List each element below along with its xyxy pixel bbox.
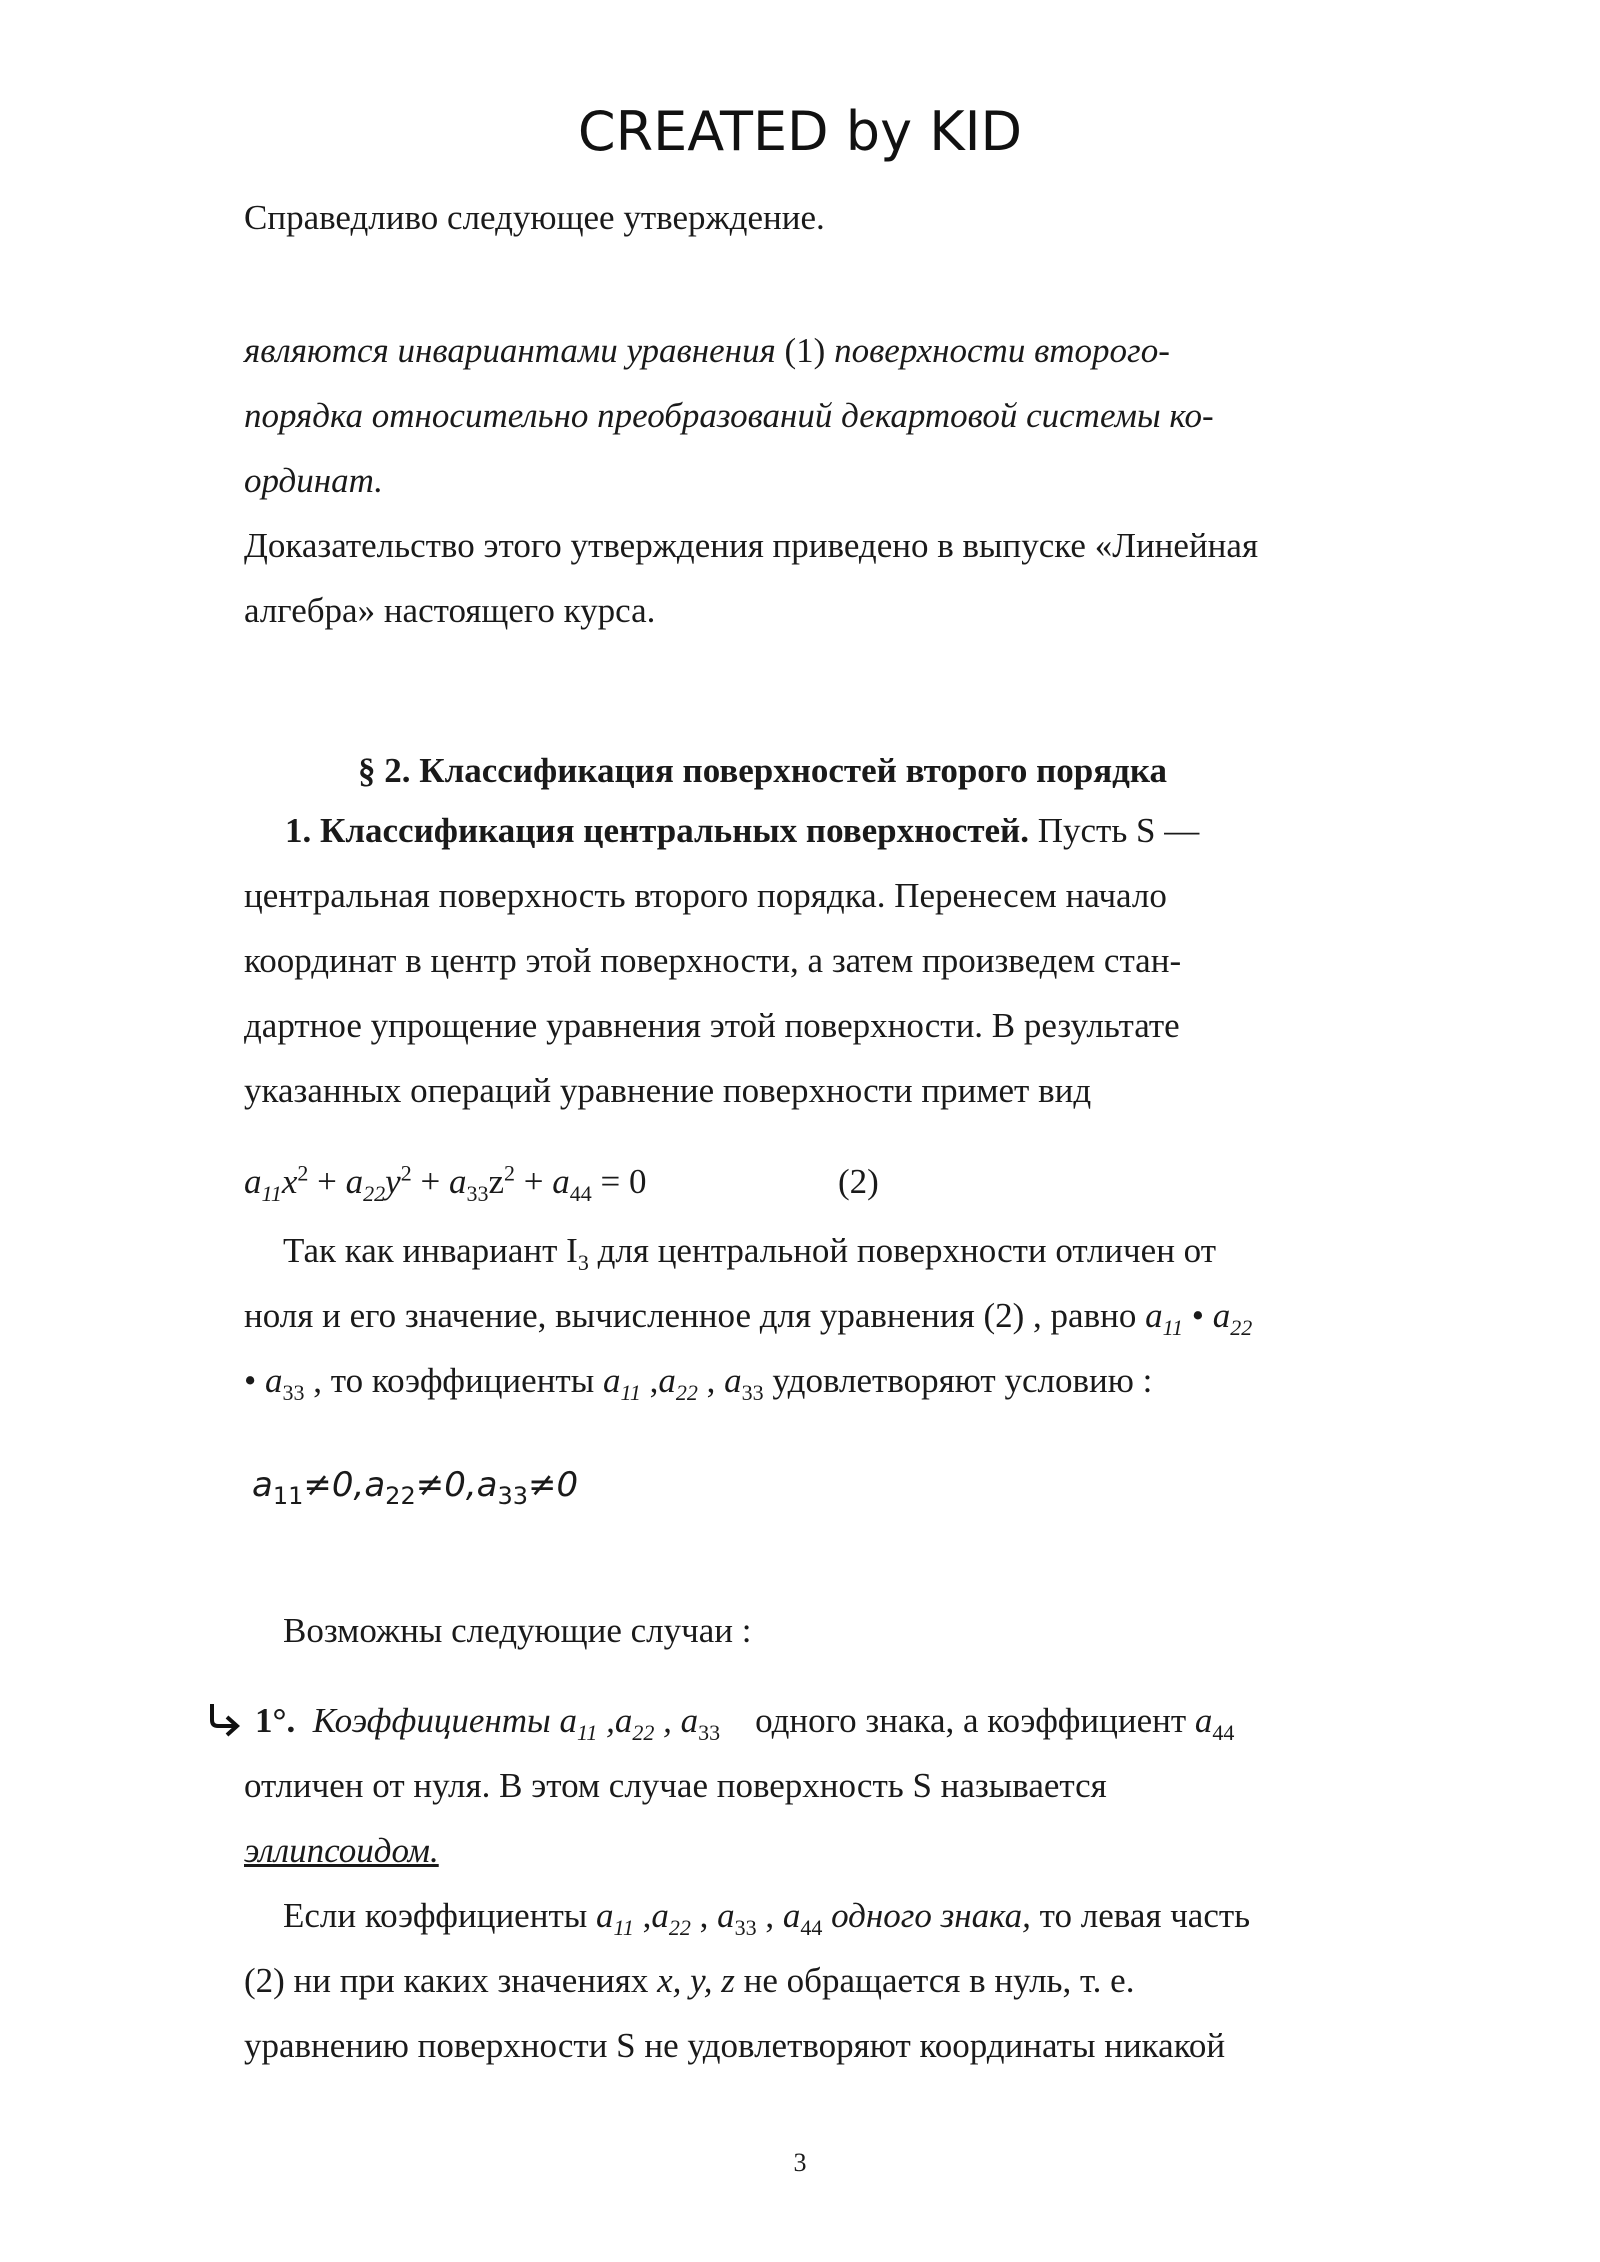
statement-intro: Справедливо следующее утверждение.: [244, 198, 825, 237]
subsection-line-2: центральная поверхность второго порядка. Перенесем начало: [244, 876, 1167, 915]
coef: a: [614, 1701, 633, 1740]
power: 2: [504, 1160, 516, 1186]
coef: a: [603, 1361, 621, 1400]
coef: a: [244, 1162, 262, 1201]
coef: a: [724, 1361, 742, 1400]
text: не обращается в нуль, т. е.: [734, 1961, 1135, 2000]
case1-term: эллипсоидом.: [244, 1831, 439, 1870]
index: 11: [272, 1481, 304, 1510]
page-number: 3: [793, 2148, 807, 2177]
cases-intro: Возможны следующие случаи :: [283, 1611, 752, 1650]
index: 44: [1212, 1720, 1235, 1745]
text: ,: [697, 1361, 725, 1400]
coef: a: [265, 1361, 283, 1400]
subsection-title: 1. Классификация центральных поверхностей.: [285, 811, 1029, 850]
index: 22: [668, 1915, 691, 1940]
theorem-line-3: ординат.: [244, 461, 384, 500]
text: ,: [654, 1701, 681, 1740]
subsection-line-4: дартное упрощение уравнения этой поверхности. В результате: [244, 1006, 1180, 1045]
text: ,: [597, 1701, 615, 1740]
invariant-line-1: [283, 1218, 1403, 1283]
coef: a: [559, 1701, 577, 1740]
coef: a: [552, 1162, 570, 1201]
proof-line-1: Доказательство этого утверждения приведено в выпуске «Линейная: [244, 526, 1259, 565]
arrow-bullet-icon: [205, 1700, 245, 1740]
index: 22: [363, 1181, 386, 1206]
op: +: [308, 1162, 346, 1201]
text: для центральной поверхности отличен от: [588, 1231, 1217, 1270]
theorem-line-1: [244, 318, 1364, 383]
last-para-line-1: [283, 1883, 1403, 1948]
index: 11: [613, 1915, 634, 1940]
text: ,: [756, 1896, 783, 1935]
text: , то коэффициенты: [304, 1361, 603, 1400]
op: ≠0: [528, 1465, 579, 1505]
coef: a: [1145, 1296, 1163, 1335]
bullet: •: [244, 1361, 266, 1400]
coef: a: [651, 1896, 669, 1935]
coef: a: [658, 1361, 676, 1400]
index: 33: [282, 1380, 305, 1405]
comma: ,: [465, 1465, 477, 1505]
coef: a: [717, 1896, 735, 1935]
text: Коэффициенты: [312, 1701, 560, 1740]
coef: a: [680, 1701, 699, 1740]
text: Если коэффициенты: [283, 1896, 597, 1935]
index: 44: [800, 1915, 823, 1940]
coef: a: [448, 1162, 467, 1201]
theorem-line-2: порядка относительно преобразований декартовой системы ко-: [244, 396, 1214, 435]
op: ≠0: [303, 1465, 354, 1505]
invariant-line-2: [244, 1283, 1364, 1348]
power: 2: [400, 1160, 412, 1186]
case-number: 1°.: [255, 1701, 296, 1740]
text: Так как инвариант I: [283, 1231, 578, 1270]
proof-line-2: алгебра» настоящего курса.: [244, 591, 656, 630]
coef: a: [596, 1896, 614, 1935]
var: z: [488, 1162, 505, 1201]
coef: a: [364, 1465, 386, 1505]
coef: a: [1194, 1701, 1213, 1740]
index: 22: [1230, 1315, 1253, 1340]
case1-line-1: [255, 1688, 1375, 1753]
last-para-line-2: [244, 1948, 1364, 2013]
coef: a: [782, 1896, 801, 1935]
index: 22: [675, 1380, 698, 1405]
subsection-line-5: указанных операций уравнение поверхности примет вид: [244, 1071, 1092, 1110]
index: 33: [497, 1481, 529, 1510]
theorem-text: поверхности второго-: [834, 331, 1170, 370]
theorem-text: являются инвариантами уравнения: [244, 331, 776, 370]
index: 22: [632, 1720, 655, 1745]
index: 22: [385, 1481, 416, 1510]
var: x: [281, 1162, 298, 1201]
variables: x, y, z: [657, 1961, 735, 2000]
invariant-line-3: [244, 1348, 1364, 1413]
index: 33: [466, 1181, 489, 1206]
op: ≠0: [415, 1465, 466, 1505]
op: +: [411, 1162, 449, 1201]
bullet: •: [1182, 1296, 1213, 1335]
index: 3: [577, 1250, 589, 1275]
index: 33: [741, 1380, 764, 1405]
index: 44: [569, 1181, 592, 1206]
subsection-line-1: [285, 798, 1405, 863]
index: 11: [620, 1380, 641, 1405]
subsection-line-3: координат в центр этой поверхности, а затем произведем стан-: [244, 941, 1182, 980]
equation-number: (2): [838, 1162, 879, 1201]
page-header: CREATED by KID: [577, 100, 1023, 163]
text: ,: [633, 1896, 652, 1935]
text: одного знака, а коэффициент: [755, 1701, 1195, 1740]
coef: a: [1212, 1296, 1231, 1335]
index: 33: [698, 1720, 721, 1745]
op: +: [515, 1162, 553, 1201]
nonzero-condition: [252, 1465, 579, 1510]
var: y: [385, 1162, 401, 1201]
coef: a: [476, 1465, 498, 1505]
coef: a: [252, 1465, 273, 1505]
subsection-text: Пусть S —: [1028, 811, 1200, 850]
text: ноля и его значение, вычисленное для уравнения (2) , равно: [244, 1296, 1146, 1335]
index: 33: [734, 1915, 757, 1940]
text: ,: [640, 1361, 659, 1400]
index: 11: [577, 1720, 598, 1745]
text: одного знака,: [822, 1896, 1031, 1935]
text: ,: [690, 1896, 718, 1935]
equation-ref: (1): [775, 331, 835, 370]
comma: ,: [353, 1465, 365, 1505]
op: = 0: [591, 1162, 647, 1201]
last-para-line-3: уравнению поверхности S не удовлетворяют координаты никакой: [244, 2026, 1226, 2065]
coef: a: [345, 1162, 364, 1201]
equation-2: [244, 1160, 647, 1206]
section-title: § 2. Классификация поверхностей второго порядка: [358, 751, 1167, 790]
text: удовлетворяют условию :: [763, 1361, 1153, 1400]
case1-line-2: отличен от нуля. В этом случае поверхность S называется: [244, 1766, 1107, 1805]
index: 11: [261, 1181, 282, 1206]
index: 11: [1162, 1315, 1183, 1340]
text: то левая часть: [1030, 1896, 1251, 1935]
power: 2: [297, 1160, 309, 1186]
text: (2) ни при каких значениях: [244, 1961, 658, 2000]
